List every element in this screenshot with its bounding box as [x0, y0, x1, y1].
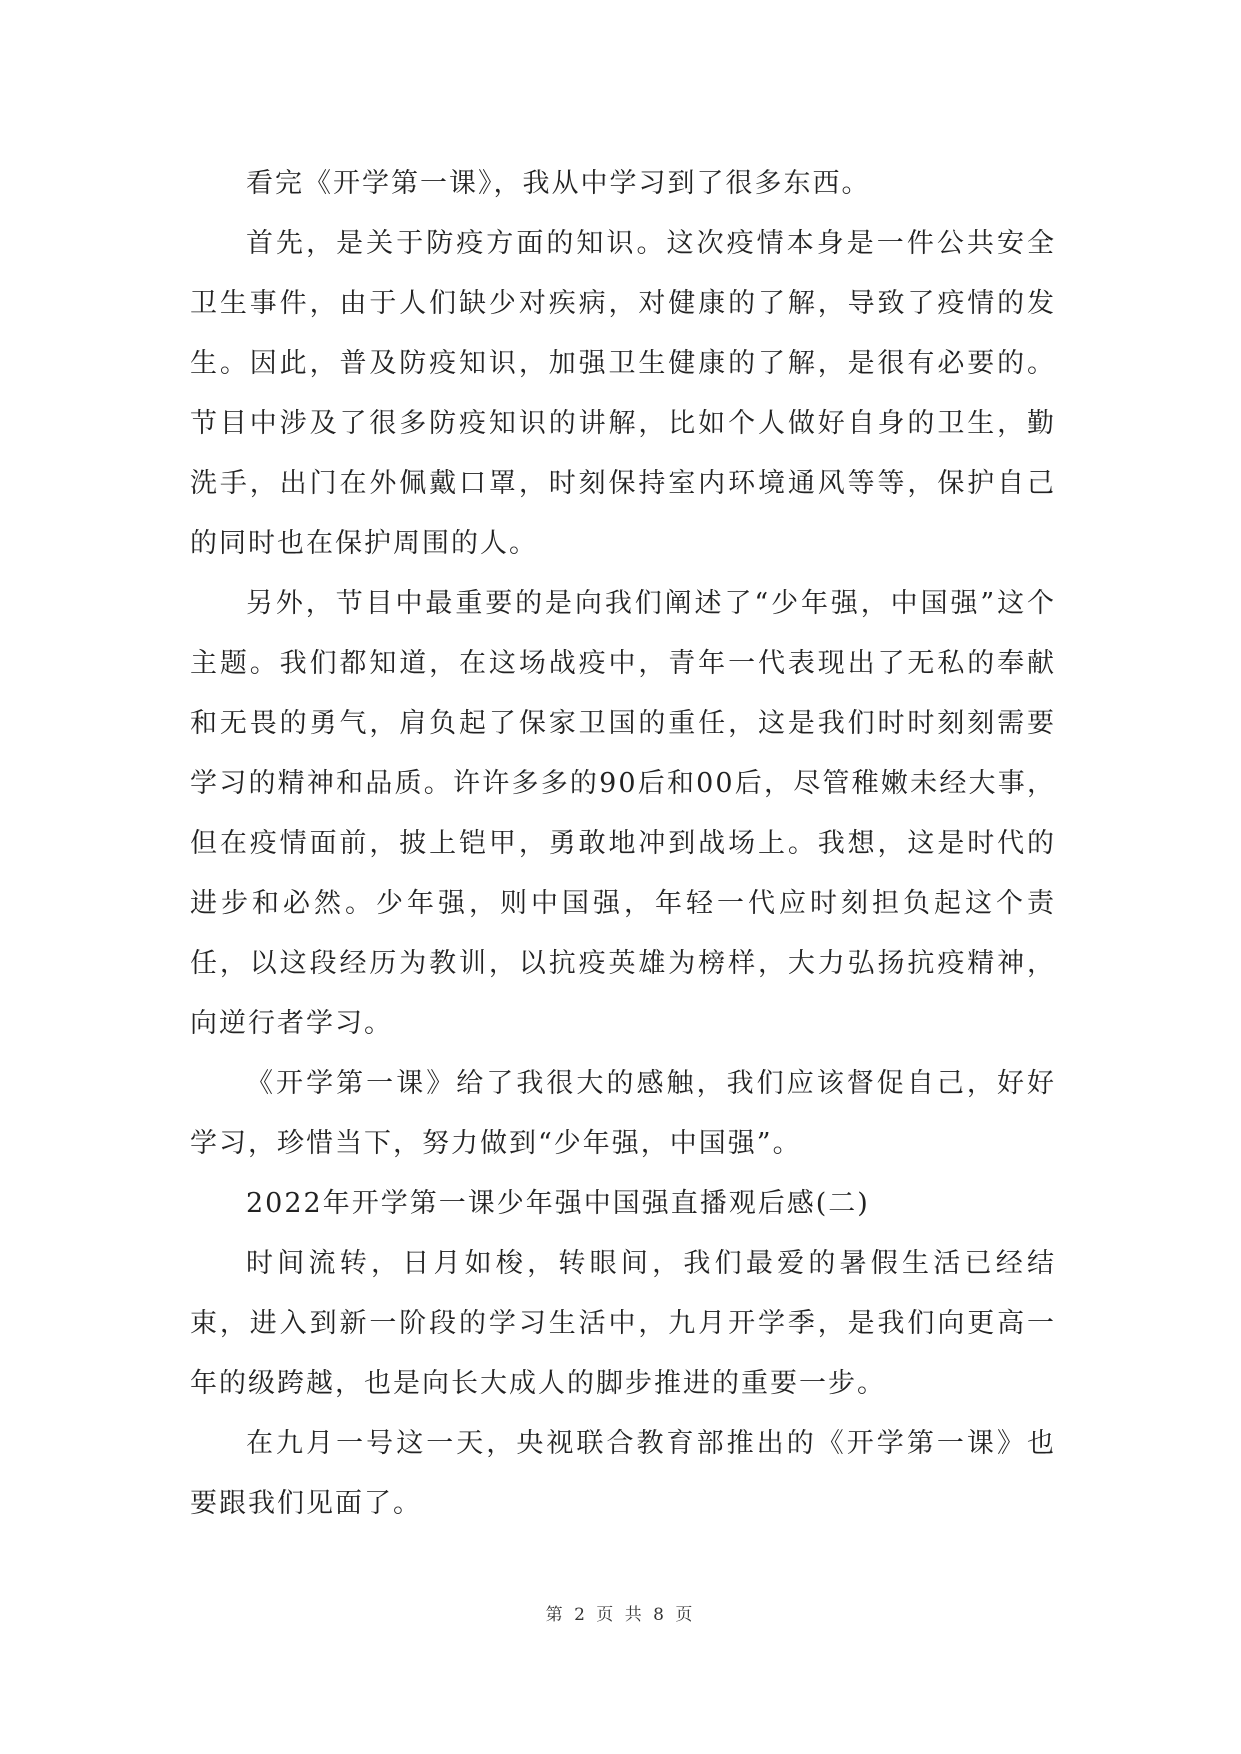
paragraph-epidemic-knowledge: 首先，是关于防疫方面的知识。这次疫情本身是一件公共安全卫生事件，由于人们缺少对疾病，对健康的了解，导致了疫情的发生。因此，普及防疫知识，加强卫生健康的了解，是很有必要的。节目中涉及了很多防疫知识的讲解，比如个人做好自身的卫生，勤洗手，出门在外佩戴口罩，时刻保持室内环境通风等等，保护自己的同时也在保护周围的人。 [190, 228, 1056, 559]
paragraph-youth-theme: 另外，节目中最重要的是向我们阐述了“少年强，中国强”这个主题。我们都知道，在这场战疫中，青年一代表现出了无私的奉献和无畏的勇气，肩负起了保家卫国的重任，这是我们时时刻刻需要学习的精神和品质。许许多多的90后和00后，尽管稚嫩未经大事，但在疫情面前，披上铠甲，勇敢地冲到战场上。我想，这是时代的进步和必然。少年强，则中国强，年轻一代应时刻担负起这个责任，以这段经历为教训，以抗疫英雄为榜样，大力弘扬抗疫精神，向逆行者学习。 [190, 588, 1056, 1039]
paragraph-intro: 看完《开学第一课》，我从中学习到了很多东西。 [246, 168, 871, 199]
paragraph-conclusion: 《开学第一课》给了我很大的感触，我们应该督促自己，好好学习，珍惜当下，努力做到“少年强，中国强”。 [190, 1068, 1056, 1159]
document-body [190, 154, 1056, 1534]
paragraph-september-first: 在九月一号这一天，央视联合教育部推出的《开学第一课》也要跟我们见面了。 [190, 1428, 1056, 1519]
section-heading: 2022年开学第一课少年强中国强直播观后感(二) [246, 1188, 870, 1219]
page-number-footer: 第 2 页 共 8 页 [545, 1605, 696, 1625]
paragraph-new-semester: 时间流转，日月如梭，转眼间，我们最爱的暑假生活已经结束，进入到新一阶段的学习生活中，九月开学季，是我们向更高一年的级跨越，也是向长大成人的脚步推进的重要一步。 [190, 1248, 1056, 1399]
